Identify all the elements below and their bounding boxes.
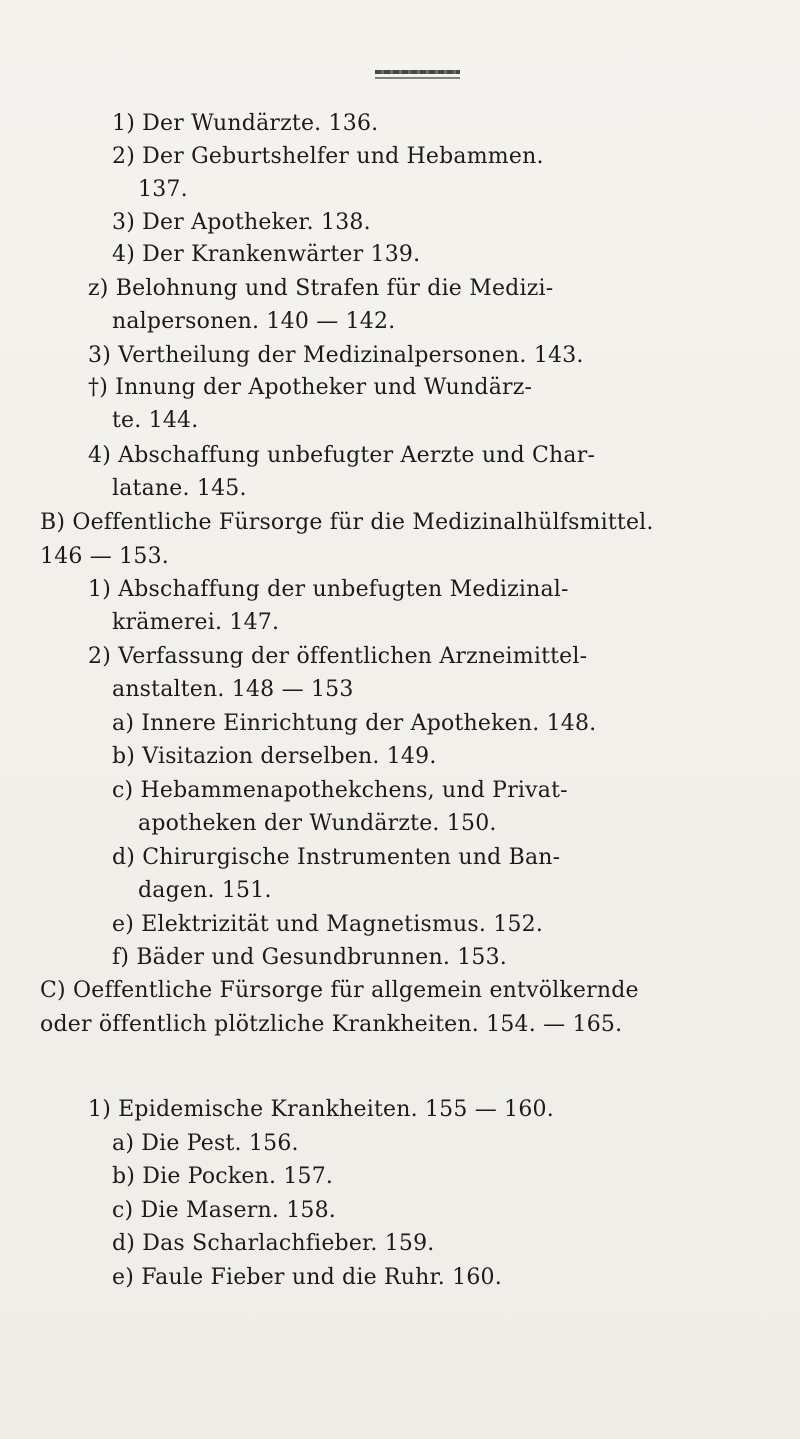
toc-line: dagen. 151. — [138, 878, 272, 903]
toc-line: 2) Verfassung der öffentlichen Arzneimittel- — [88, 644, 588, 669]
toc-line: †) Innung der Apotheker und Wundärz- — [88, 375, 533, 400]
toc-line: 146 — 153. — [40, 544, 169, 569]
toc-line: 4) Der Krankenwärter 139. — [112, 242, 421, 267]
toc-line: e) Elektrizität und Magnetismus. 152. — [112, 912, 544, 937]
toc-line: z) Belohnung und Strafen für die Medizi- — [88, 276, 554, 301]
toc-line: 1) Epidemische Krankheiten. 155 — 160. — [88, 1097, 554, 1122]
toc-line: b) Die Pocken. 157. — [112, 1164, 334, 1189]
toc-section-heading: C) Oeffentliche Fürsorge für allgemein entvölkernde — [40, 978, 639, 1003]
toc-line: f) Bäder und Gesundbrunnen. 153. — [112, 945, 507, 970]
toc-line: 3) Vertheilung der Medizinalpersonen. 143. — [88, 343, 584, 368]
toc-line: d) Chirurgische Instrumenten und Ban- — [112, 845, 561, 870]
toc-line: a) Die Pest. 156. — [112, 1131, 299, 1156]
toc-line: c) Die Masern. 158. — [112, 1198, 336, 1223]
toc-line: nalpersonen. 140 — 142. — [112, 309, 396, 334]
header-ornament-rule-lower — [375, 77, 460, 79]
toc-line: 137. — [138, 177, 188, 202]
toc-line: 3) Der Apotheker. 138. — [112, 210, 371, 235]
toc-line: apotheken der Wundärzte. 150. — [138, 811, 497, 836]
toc-line: latane. 145. — [112, 476, 247, 501]
toc-line: 1) Der Wundärzte. 136. — [112, 111, 379, 136]
toc-line: b) Visitazion derselben. 149. — [112, 744, 437, 769]
toc-section-heading: B) Oeffentliche Fürsorge für die Medizinalhülfsmittel. — [40, 510, 654, 535]
toc-line: 4) Abschaffung unbefugter Aerzte und Char- — [88, 443, 596, 468]
toc-line: a) Innere Einrichtung der Apotheken. 148. — [112, 711, 597, 736]
toc-line: te. 144. — [112, 408, 199, 433]
toc-line: anstalten. 148 — 153 — [112, 677, 354, 702]
toc-line: krämerei. 147. — [112, 610, 280, 635]
toc-line: e) Faule Fieber und die Ruhr. 160. — [112, 1265, 502, 1290]
toc-line: d) Das Scharlachfieber. 159. — [112, 1231, 435, 1256]
toc-line: oder öffentlich plötzliche Krankheiten. 154. — 165. — [40, 1012, 623, 1037]
header-ornament-rule — [375, 70, 460, 74]
toc-line: c) Hebammenapothekchens, und Privat- — [112, 778, 568, 803]
toc-line: 1) Abschaffung der unbefugten Medizinal- — [88, 577, 569, 602]
toc-line: 2) Der Geburtshelfer und Hebammen. — [112, 144, 544, 169]
